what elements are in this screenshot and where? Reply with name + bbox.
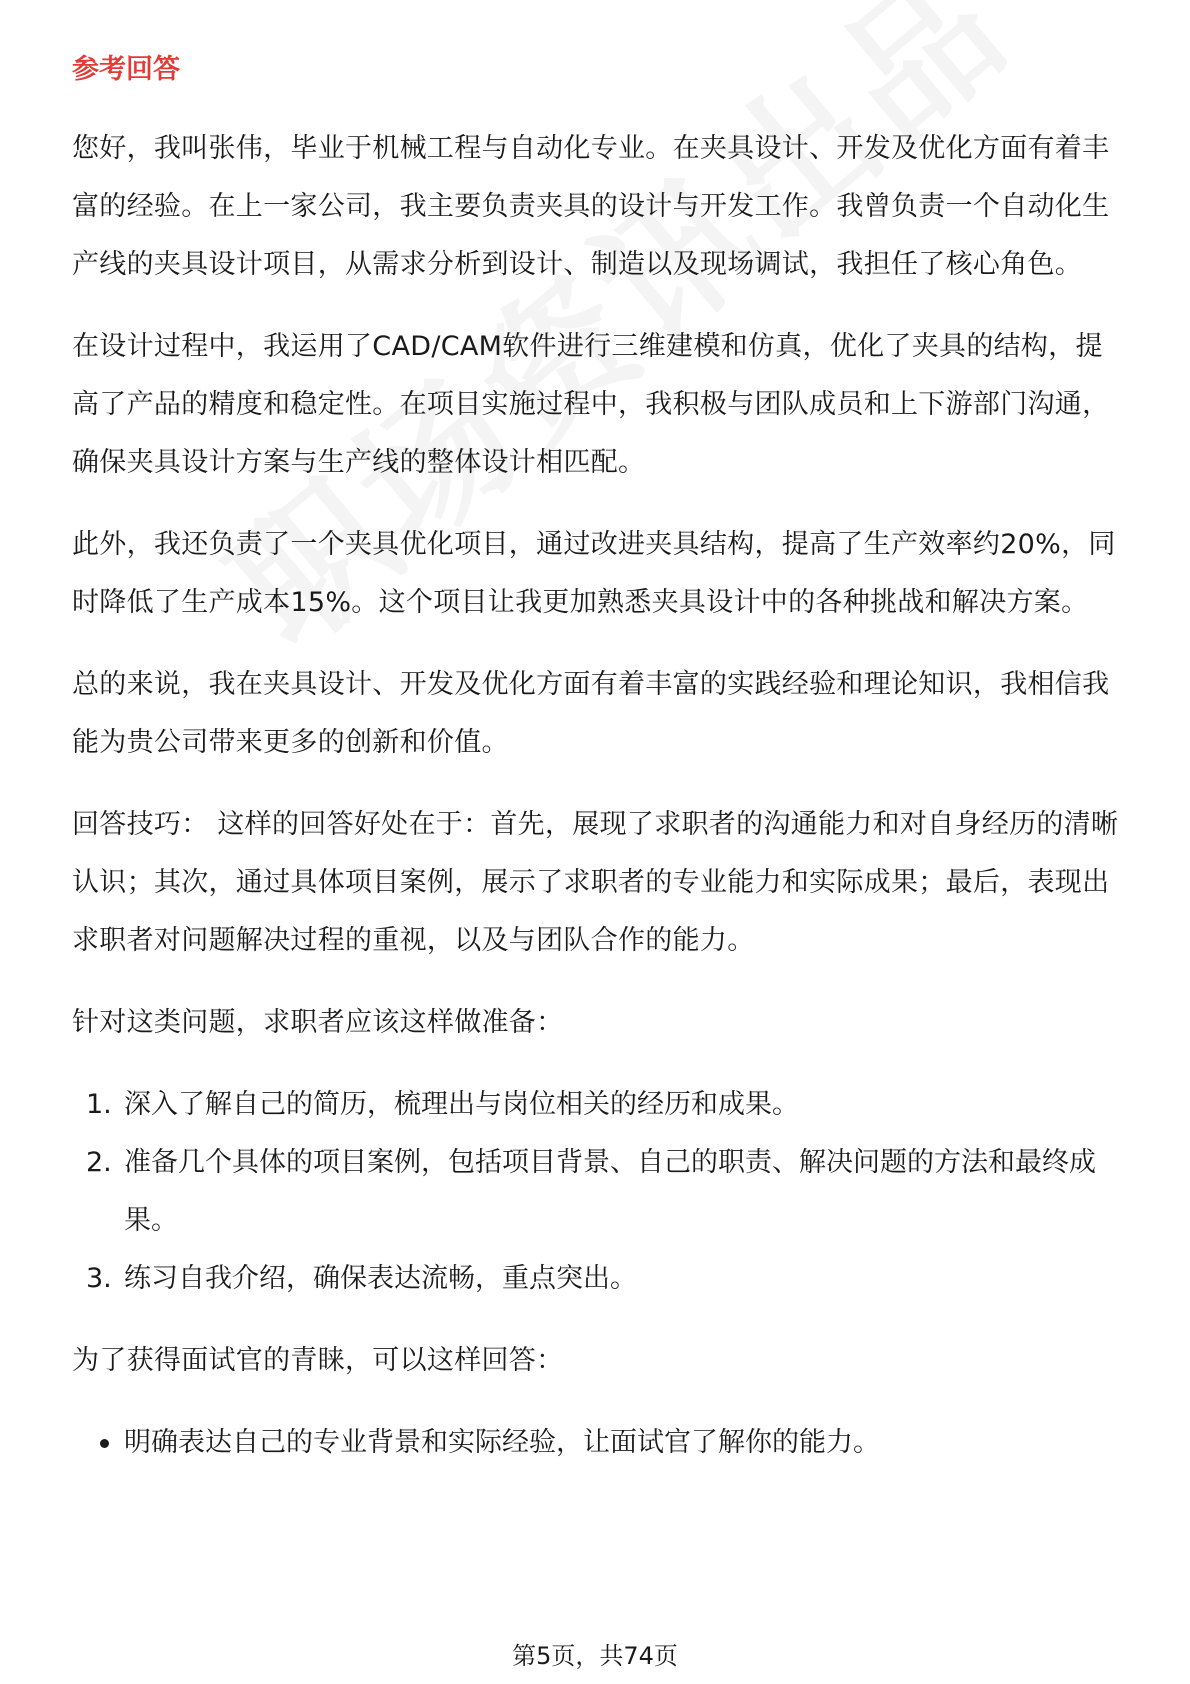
- paragraph-intro: 您好，我叫张伟，毕业于机械工程与自动化专业。在夹具设计、开发及优化方面有着丰富的经验。在上一家公司，我主要负责夹具的设计与开发工作。我曾负责一个自动化生产线的夹具设计项目，从需求分析到设计、制造以及现场调试，我担任了核心角色。: [72, 133, 1110, 280]
- page-footer: 第5页，共74页: [512, 1642, 678, 1670]
- paragraph-closing-intro: 为了获得面试官的青睐，可以这样回答：: [72, 1345, 564, 1376]
- paragraph-design-process: 在设计过程中，我运用了CAD/CAM软件进行三维建模和仿真，优化了夹具的结构，提高了产品的精度和稳定性。在项目实施过程中，我积极与团队成员和上下游部门沟通，确保夹具设计方案与生产线的整体设计相匹配。: [72, 331, 1110, 478]
- list-item: [72, 1250, 1122, 1308]
- document-body: [72, 48, 1122, 1472]
- paragraph-optimization: 此外，我还负责了一个夹具优化项目，通过改进夹具结构，提高了生产效率约20%，同时降低了生产成本15%。这个项目让我更加熟悉夹具设计中的各种挑战和解决方案。: [72, 529, 1116, 618]
- bullet-list: [72, 1414, 1122, 1472]
- list-item: [72, 1076, 1122, 1134]
- section-heading: 参考回答: [72, 54, 180, 85]
- bullet-item: [72, 1414, 1122, 1472]
- bullet-dot-icon: [100, 1439, 109, 1448]
- bullet-item-text: 明确表达自己的专业背景和实际经验，让面试官了解你的能力。: [124, 1427, 880, 1458]
- list-item: [72, 1134, 1122, 1250]
- paragraph-prep-intro: 针对这类问题，求职者应该这样做准备：: [72, 1007, 564, 1038]
- paragraph-tips: 回答技巧： 这样的回答好处在于：首先，展现了求职者的沟通能力和对自身经历的清晰认识；其次，通过具体项目案例，展示了求职者的专业能力和实际成果；最后，表现出求职者对问题解决过程的重视，以及与团队合作的能力。: [72, 809, 1119, 956]
- list-number: 3.: [86, 1263, 112, 1294]
- list-number: 1.: [86, 1089, 112, 1120]
- list-item-text: 深入了解自己的简历，梳理出与岗位相关的经历和成果。: [124, 1089, 799, 1120]
- list-item-text: 练习自我介绍，确保表达流畅，重点突出。: [124, 1263, 637, 1294]
- paragraph-summary: 总的来说，我在夹具设计、开发及优化方面有着丰富的实践经验和理论知识，我相信我能为贵公司带来更多的创新和价值。: [72, 669, 1110, 758]
- list-item-text: 准备几个具体的项目案例，包括项目背景、自己的职责、解决问题的方法和最终成果。: [124, 1147, 1096, 1236]
- prep-list: [72, 1076, 1122, 1308]
- list-number: 2.: [86, 1147, 112, 1178]
